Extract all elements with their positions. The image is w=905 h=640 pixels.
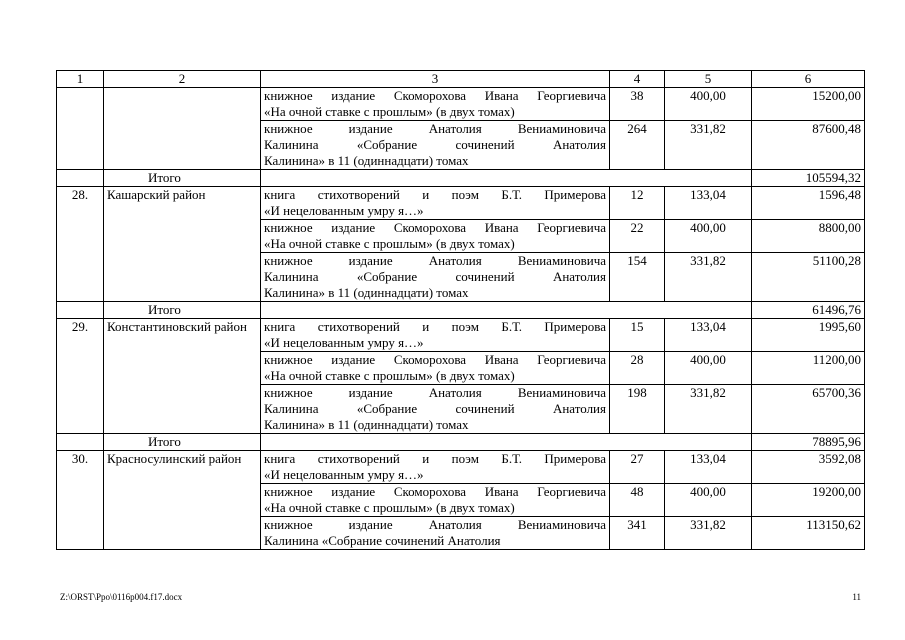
line-sum: 19200,00 [752,484,865,517]
header-col-4: 4 [610,71,665,88]
edition-description [261,187,610,220]
quantity: 28 [610,352,665,385]
quantity: 27 [610,451,665,484]
quantity: 264 [610,121,665,170]
quantity: 22 [610,220,665,253]
description-line: книжное издание Анатолия Вениаминовича [264,121,606,136]
line-sum: 113150,62 [752,517,865,550]
row-number: 29. [57,319,104,434]
description-line: книжное издание Анатолия Вениаминовича [264,253,606,268]
district-name [104,88,261,170]
total-sum: 105594,32 [752,170,865,187]
total-sum: 78895,96 [752,434,865,451]
header-col-5: 5 [665,71,752,88]
quantity: 12 [610,187,665,220]
quantity: 198 [610,385,665,434]
total-label: Итого [104,170,261,187]
unit-price: 400,00 [665,352,752,385]
total-sum: 61496,76 [752,302,865,319]
line-sum: 1596,48 [752,187,865,220]
unit-price: 133,04 [665,319,752,352]
footer-file-path: Z:\ORST\Ppo\0116p004.f17.docx [60,592,183,602]
description-line: Калинина «Собрание сочинений Анатолия [264,269,606,284]
edition-description [261,385,610,434]
line-sum: 15200,00 [752,88,865,121]
line-sum: 65700,36 [752,385,865,434]
edition-description [261,319,610,352]
description-line: Калинина» в 11 (одиннадцати) томах [264,417,469,432]
description-line: книжное издание Анатолия Вениаминовича [264,385,606,400]
table-row [57,88,865,121]
description-line: «На очной ставке с прошлым» (в двух томах) [264,368,515,383]
distribution-table [56,70,865,550]
cell-empty [57,434,104,451]
quantity: 48 [610,484,665,517]
line-sum: 8800,00 [752,220,865,253]
description-line: «На очной ставке с прошлым» (в двух томах) [264,104,515,119]
description-line: Калинина «Собрание сочинений Анатолия [264,401,606,416]
unit-price: 331,82 [665,253,752,302]
edition-description [261,484,610,517]
description-line: книжное издание Скоморохова Ивана Георгиевича [264,220,606,235]
table-row [57,319,865,352]
total-row [57,434,865,451]
edition-description [261,451,610,484]
total-row [57,170,865,187]
description-line: книга стихотворений и поэм Б.Т. Примерова [264,187,606,202]
quantity: 341 [610,517,665,550]
cell-empty [57,302,104,319]
row-number [57,88,104,170]
unit-price: 331,82 [665,121,752,170]
edition-description [261,253,610,302]
edition-description [261,220,610,253]
description-line: книжное издание Скоморохова Ивана Георгиевича [264,484,606,499]
table-body [57,88,865,550]
table-row [57,451,865,484]
cell-empty [261,170,752,187]
header-col-6: 6 [752,71,865,88]
district-name: Константиновский район [104,319,261,434]
table-row [57,187,865,220]
description-line: Калинина «Собрание сочинений Анатолия [264,137,606,152]
description-line: книжное издание Скоморохова Ивана Георгиевича [264,88,606,103]
header-col-3: 3 [261,71,610,88]
line-sum: 11200,00 [752,352,865,385]
description-line: Калинина «Собрание сочинений Анатолия [264,533,501,548]
header-col-2: 2 [104,71,261,88]
unit-price: 331,82 [665,517,752,550]
total-row [57,302,865,319]
district-name: Красносулинский район [104,451,261,550]
unit-price: 133,04 [665,451,752,484]
unit-price: 133,04 [665,187,752,220]
description-line: книга стихотворений и поэм Б.Т. Примерова [264,319,606,334]
row-number: 28. [57,187,104,302]
description-line: книжное издание Анатолия Вениаминовича [264,517,606,532]
district-name: Кашарский район [104,187,261,302]
unit-price: 400,00 [665,88,752,121]
description-line: Калинина» в 11 (одиннадцати) томах [264,153,469,168]
cell-empty [261,302,752,319]
unit-price: 400,00 [665,484,752,517]
edition-description [261,517,610,550]
quantity: 38 [610,88,665,121]
edition-description [261,352,610,385]
total-label: Итого [104,302,261,319]
cell-empty [261,434,752,451]
header-row [57,71,865,88]
line-sum: 87600,48 [752,121,865,170]
unit-price: 331,82 [665,385,752,434]
description-line: «И нецелованным умру я…» [264,203,424,218]
edition-description [261,121,610,170]
description-line: книга стихотворений и поэм Б.Т. Примерова [264,451,606,466]
line-sum: 3592,08 [752,451,865,484]
line-sum: 1995,60 [752,319,865,352]
edition-description [261,88,610,121]
description-line: Калинина» в 11 (одиннадцати) томах [264,285,469,300]
quantity: 154 [610,253,665,302]
table-header [57,71,865,88]
total-label: Итого [104,434,261,451]
footer-page-number: 11 [852,592,861,602]
cell-empty [57,170,104,187]
description-line: «И нецелованным умру я…» [264,335,424,350]
description-line: «На очной ставке с прошлым» (в двух томах) [264,236,515,251]
header-col-1: 1 [57,71,104,88]
unit-price: 400,00 [665,220,752,253]
line-sum: 51100,28 [752,253,865,302]
description-line: «На очной ставке с прошлым» (в двух томах) [264,500,515,515]
quantity: 15 [610,319,665,352]
row-number: 30. [57,451,104,550]
description-line: книжное издание Скоморохова Ивана Георгиевича [264,352,606,367]
description-line: «И нецелованным умру я…» [264,467,424,482]
